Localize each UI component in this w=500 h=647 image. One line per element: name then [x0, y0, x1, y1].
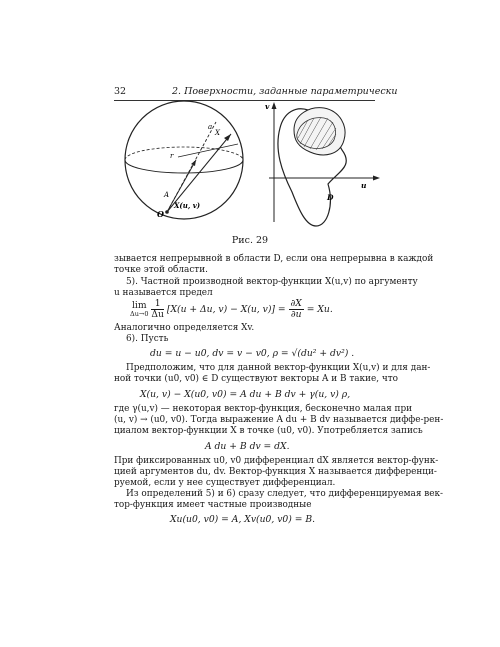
- text-line-10: (u, v) → (u0, v0). Тогда выражение A du + B dv называется диффе-рен-: [114, 415, 444, 425]
- text-line-2: точке этой области.: [114, 265, 208, 275]
- equation-differences: du = u − u0, dv = v − v0, ρ = √(du² + dv²) .: [150, 348, 355, 359]
- vector-x-arrowhead: [191, 160, 196, 166]
- origin-point: [165, 210, 169, 214]
- sphere-radius: [178, 144, 238, 157]
- partial-denominator: ∂u: [290, 309, 302, 320]
- text-line-14: руемой, если у нее существует дифференциал.: [114, 478, 336, 488]
- equation-partial-derivative: [130, 299, 333, 320]
- v-axis-arrow: [272, 102, 277, 109]
- partial-numerator: ∂X: [290, 298, 302, 309]
- fraction-one-over-du: [151, 299, 164, 320]
- limit-word: lim: [131, 299, 147, 311]
- text-line-6: 6). Пусть: [126, 334, 169, 344]
- equation-partials-result: Xu(u0, v0) = A, Xv(u0, v0) = B.: [170, 514, 316, 525]
- label-d: D: [327, 193, 334, 202]
- text-line-9: где γ(u,v) — некоторая вектор-функция, бесконечно малая при: [114, 404, 413, 414]
- text-line-11: циалом вектор-функции X в точке (u0, v0). Употребляется запись: [114, 426, 423, 436]
- equator-front: [125, 160, 243, 173]
- text-line-15: Из определений 5) и 6) сразу следует, что дифференцируемая век-: [126, 489, 444, 499]
- figure-caption: Рис. 29: [231, 235, 269, 246]
- label-u: u: [361, 181, 367, 190]
- limit-operator: [130, 301, 148, 319]
- equation-differential: A du + B dv = dX.: [205, 441, 290, 452]
- running-title: 2. Поверхности, заданные параметрически: [172, 86, 398, 97]
- text-line-12: При фиксированных u0, v0 дифференциал dX является вектор-функ-: [114, 456, 439, 466]
- page-number: 32: [114, 86, 127, 97]
- text-line-8: ной точки (u0, v0) ∈ D существуют векторы A и B такие, что: [114, 374, 398, 384]
- equator-back: [125, 147, 243, 160]
- text-line-5: Аналогично определяется Xv.: [114, 323, 255, 333]
- fraction-denominator: Δu: [151, 309, 164, 320]
- equation-end: = Xu.: [306, 304, 333, 315]
- label-r: r: [170, 152, 174, 160]
- text-line-7: Предположим, что для данной вектор-функции X(u,v) и для дан-: [126, 363, 431, 373]
- equation-increment: X(u, v) − X(u0, v0) = A du + B dv + γ(u, v) ρ,: [140, 389, 351, 400]
- label-x-uv: X(u, v): [174, 201, 201, 210]
- text-line-3: 5). Частной производной вектор-функции X(u,v) по аргументу: [126, 277, 418, 287]
- figure-29: [114, 100, 382, 235]
- running-header: [114, 86, 398, 101]
- label-a-small: a: [208, 123, 213, 131]
- text-line-4: u называется предел: [114, 288, 213, 298]
- fraction-partial: [289, 299, 304, 320]
- text-line-13: цией аргументов du, dv. Вектор-функция X называется дифференци-: [114, 467, 437, 477]
- equation-body: [X(u + Δu, v) − X(u, v)] =: [166, 304, 286, 315]
- fraction-numerator: 1: [151, 299, 164, 310]
- text-line-1: зывается непрерывной в области D, если она непрерывна в каждой: [114, 254, 434, 264]
- label-x: X: [215, 129, 220, 137]
- text-line-16: тор-функция имеет частные производные: [114, 500, 312, 510]
- label-a: A: [164, 191, 170, 199]
- label-v: v: [265, 102, 270, 111]
- label-o: O: [157, 209, 164, 219]
- limit-subscript: Δu→0: [130, 309, 149, 318]
- u-axis-arrow: [373, 176, 380, 181]
- vector-a-arrowhead: [224, 134, 231, 141]
